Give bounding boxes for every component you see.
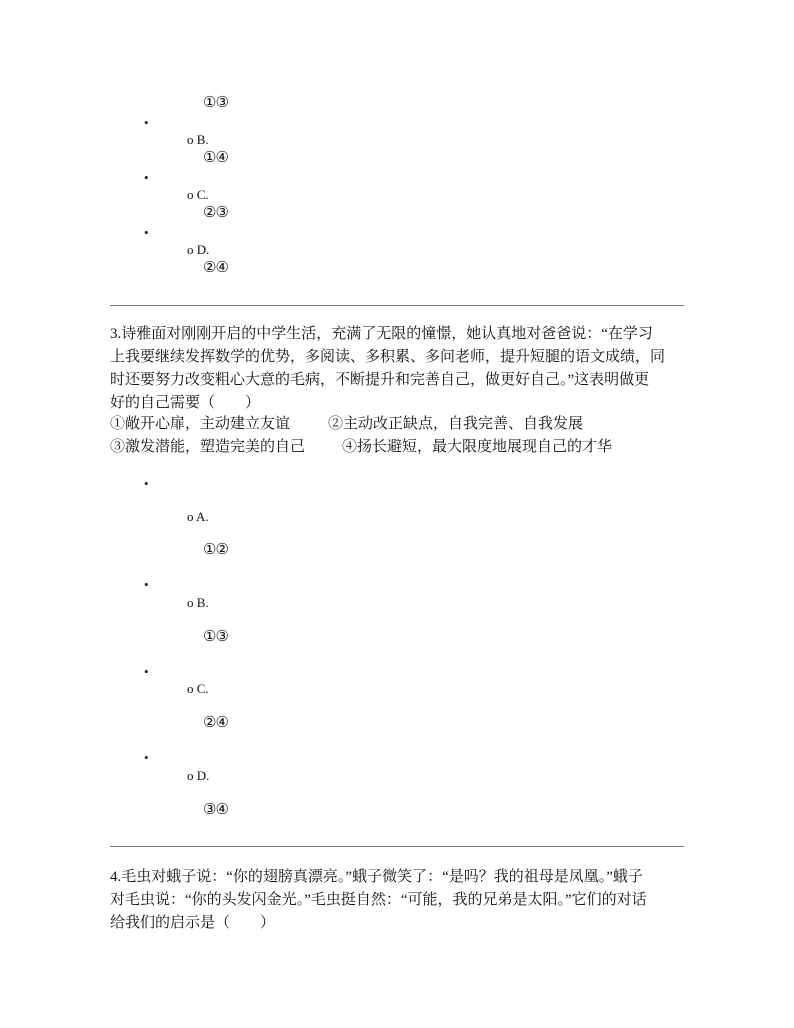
q3-option-b-label[interactable]: o B. (187, 595, 209, 610)
q4-stem-line: 对毛虫说：“你的头发闪金光。”毛虫挺自然：“可能，我的兄弟是太阳。”它们的对话 (110, 892, 647, 908)
list-bullet: • (144, 664, 149, 679)
q3-option-d-answer: ③④ (203, 802, 228, 818)
list-bullet: • (144, 577, 149, 592)
q3-option-d-label[interactable]: o D. (187, 768, 210, 783)
q2-option-c-answer: ②③ (203, 205, 228, 221)
list-bullet: • (144, 170, 149, 185)
q3-stem-line: 上我要继续发挥数学的优势，多阅读、多积累、多问老师，提升短腿的语文成绩，同 (110, 349, 666, 365)
list-bullet: • (144, 476, 149, 491)
q3-stem-line: 好的自己需要（ ） (110, 395, 261, 411)
list-bullet: • (144, 225, 149, 240)
q2-option-d-answer: ②④ (203, 260, 228, 276)
q3-option-c-answer: ②④ (203, 715, 228, 731)
q2-option-a-answer: ①③ (203, 95, 228, 111)
q4-stem-line: 给我们的启示是（ ） (110, 915, 276, 931)
q3-statement-1: ①敞开心扉，主动建立友谊 (110, 416, 291, 432)
q3-option-b-answer: ①③ (203, 629, 228, 645)
q3-stem-line: 时还要努力改变粗心大意的毛病，不断提升和完善自己，做更好自己。”这表明做更 (110, 372, 650, 388)
q3-statements-row-2 (110, 436, 690, 459)
q2-option-b-label[interactable]: o B. (187, 132, 209, 147)
q3-option-a-label[interactable]: o A. (187, 509, 209, 524)
q3-statement-2: ②主动改正缺点，自我完善、自我发展 (328, 416, 584, 432)
divider (110, 305, 684, 306)
q3-statements-row-1 (110, 413, 690, 436)
q3-statement-3: ③激发潜能，塑造完美的自己 (110, 439, 306, 455)
q2-option-d-label[interactable]: o D. (187, 242, 210, 257)
q3-stem-line: 3.诗雅面对刚刚开启的中学生活，充满了无限的憧憬，她认真地对爸爸说：“在学习 (110, 326, 653, 342)
q4-stem-line: 4.毛虫对蛾子说：“你的翅膀真漂亮。”蛾子微笑了：“是吗？我的祖母是凤凰。”蛾子 (110, 869, 643, 885)
divider (110, 846, 684, 847)
q3-option-c-label[interactable]: o C. (187, 681, 209, 696)
q3-option-a-answer: ①② (203, 542, 228, 558)
q3-stem (110, 323, 690, 415)
list-bullet: • (144, 115, 149, 130)
list-bullet: • (144, 750, 149, 765)
q2-option-b-answer: ①④ (203, 150, 228, 166)
q4-stem (110, 866, 690, 935)
q3-statement-4: ④扬长避短，最大限度地展现自己的才华 (342, 439, 613, 455)
q2-option-c-label[interactable]: o C. (187, 187, 209, 202)
